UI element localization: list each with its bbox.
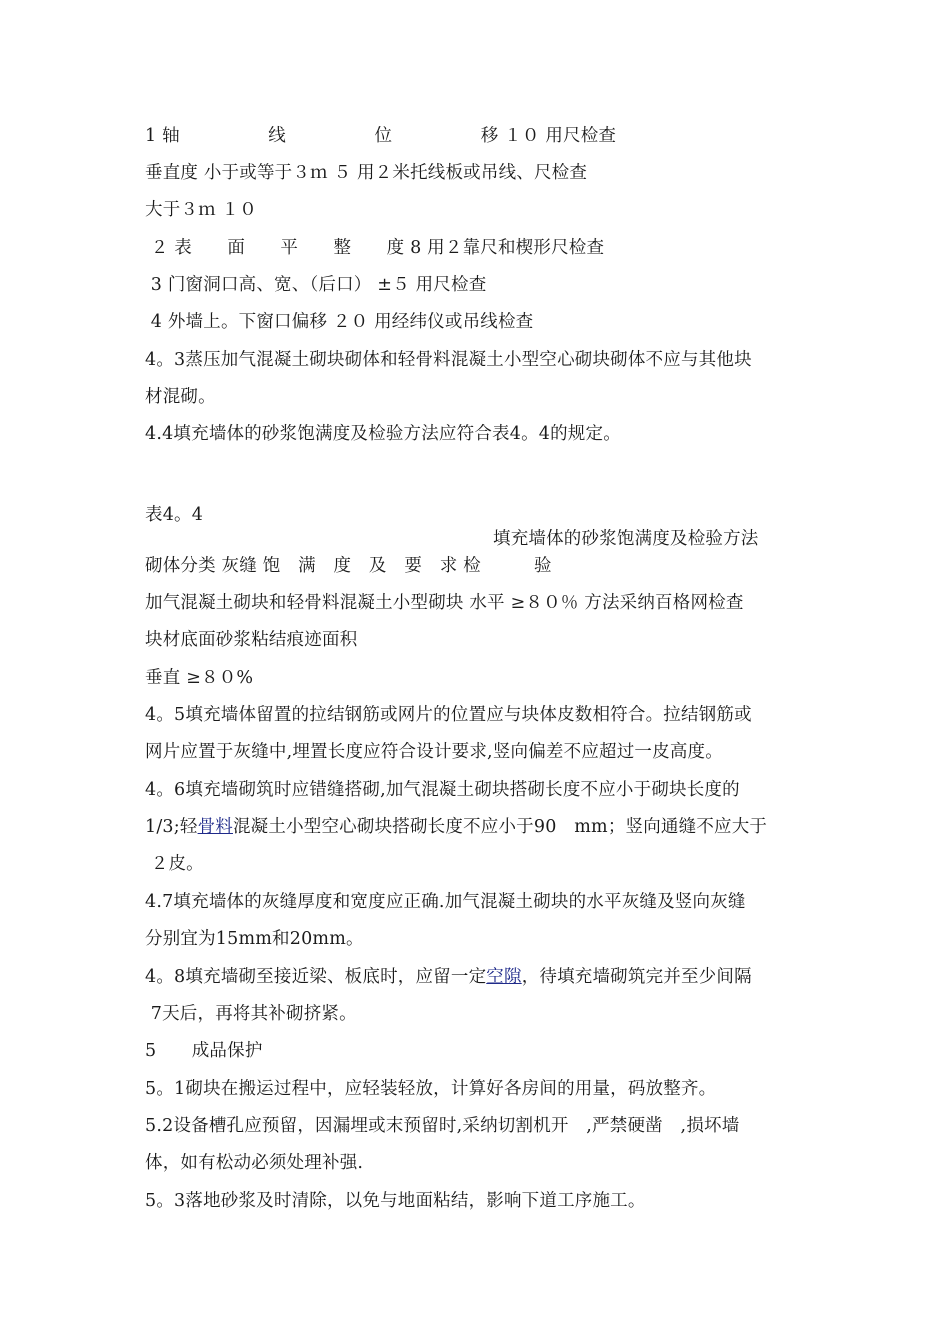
table-row-flatness: ２ 表 面 平 整 度 8 用２靠尺和楔形尺检查 (145, 238, 605, 258)
table-row-verticality-over-3m: 大于３ｍ １０ (145, 200, 257, 220)
paragraph-4-6-line2 (145, 815, 815, 839)
paragraph-text: 混凝土小型空心砌块搭砌长度不应小于90 mm；竖向通缝不应大于 (232, 817, 768, 837)
paragraph-4-3-line2: 材混砌。 (145, 387, 216, 407)
table-row-window-offset: 4 外墙上。下窗口偏移 ２０ 用经纬仪或吊线检查 (145, 312, 534, 332)
paragraph-text: 4。8填充墙砌至接近梁、板底时，应留一定 (145, 967, 487, 987)
table-row-axis-offset: 1 轴 线 位 移 １０ 用尺检查 (145, 126, 617, 146)
table-row-horizontal: 加气混凝土砌块和轻骨料混凝土小型砌块 水平 ≥８０％ 方法采纳百格网检查 (145, 593, 744, 613)
paragraph-4-5-line2: 网片应置于灰缝中,埋置长度应符合设计要求,竖向偏差不应超过一皮高度。 (145, 742, 723, 762)
paragraph-5-3: 5。3落地砂浆及时清除，以免与地面粘结，影响下道工序施工。 (145, 1191, 646, 1211)
paragraph-4-6-line1: 4。6填充墙砌筑时应错缝搭砌,加气混凝土砌块搭砌长度不应小于砌块长度的 (145, 780, 740, 800)
section-heading-5: 5 成品保护 (145, 1041, 263, 1061)
table-header-row: 砌体分类 灰缝 饱 满 度 及 要 求 检 验 (145, 556, 552, 576)
paragraph-5-2-line1: 5.2设备槽孔应预留，因漏埋或末预留时,采纳切割机开 ,严禁硬凿 ,损坏墙 (145, 1116, 740, 1136)
link-gap[interactable]: 空隙 (486, 967, 522, 987)
paragraph-4-6-line3: ２皮。 (145, 854, 204, 874)
paragraph-4-4: 4.4填充墙体的砂浆饱满度及检验方法应符合表4。4的规定。 (145, 424, 621, 444)
paragraph-4-8-line1 (145, 965, 815, 989)
paragraph-5-1: 5。1砌块在搬运过程中，应轻装轻放，计算好各房间的用量，码放整齐。 (145, 1079, 717, 1099)
paragraph-text: ，待填充墙砌筑完并至少间隔 (521, 967, 752, 987)
paragraph-4-5-line1: 4。5填充墙体留置的拉结钢筋或网片的位置应与块体皮数相符合。拉结钢筋或 (145, 705, 752, 725)
paragraph-text: 1/3;轻 (145, 817, 198, 837)
table-row-verticality: 垂直度 小于或等于３ｍ ５ 用２米托线板或吊线、尺检查 (145, 163, 588, 183)
link-aggregate[interactable]: 骨料 (197, 817, 233, 837)
table-row-vertical: 垂直 ≥８０% (145, 668, 254, 688)
table-row-openings: 3 门窗洞口高、宽、（后口） ±５ 用尺检查 (145, 275, 487, 295)
paragraph-4-7-line1: 4.7填充墙体的灰缝厚度和宽度应正确.加气混凝土砌块的水平灰缝及竖向灰缝 (145, 892, 746, 912)
table-number: 表4。4 (145, 505, 204, 525)
paragraph-5-2-line2: 体，如有松动必须处理补强. (145, 1153, 364, 1173)
paragraph-4-8-line2: 7天后，再将其补砌挤紧。 (145, 1004, 357, 1024)
table-title: 填充墙体的砂浆饱满度及检验方法 (493, 529, 759, 549)
paragraph-4-7-line2: 分别宜为15mm和20mm。 (145, 929, 364, 949)
paragraph-4-3-line1: 4。3蒸压加气混凝土砌块砌体和轻骨料混凝土小型空心砌块砌体不应与其他块 (145, 350, 752, 370)
table-row-method-note: 块材底面砂浆粘结痕迹面积 (145, 630, 358, 650)
